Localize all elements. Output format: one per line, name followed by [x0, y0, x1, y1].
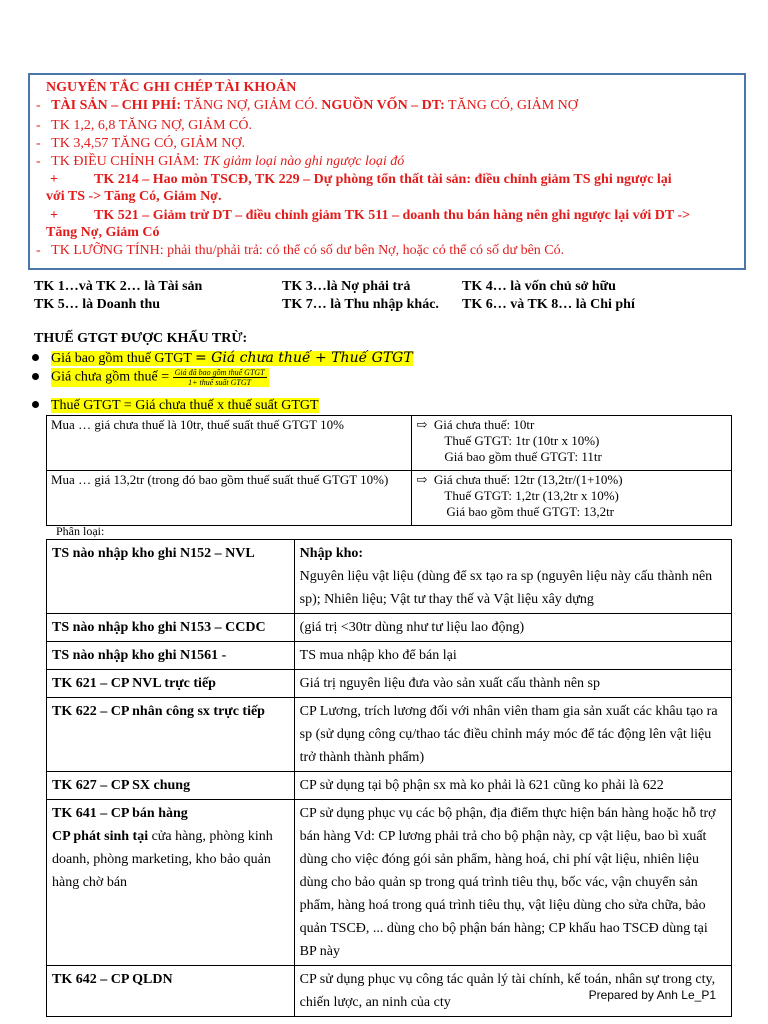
bullet-icon	[32, 401, 39, 408]
table-row	[47, 614, 732, 642]
example-1-left: Mua … giá chưa thuế là 10tr, thuế suất thuế GTGT 10%	[47, 416, 412, 471]
vat-bullet-2: Giá chưa gồm thuế = $\frac{\text{Giá đã bao gồm thuế GTGT}}{\text{1+ thuế suất GTGT}}$	[32, 368, 269, 387]
arrow-right-icon: ⇨	[416, 472, 428, 487]
class-right-7: CP sử dụng phục vụ công tác quản lý tài chính, kế toán, nhân sự trong cty, chiến lược, an ninh của cty	[294, 966, 731, 1017]
vat-example-table	[46, 415, 732, 526]
principle-line-2: - TK 1,2, 6,8 TĂNG NỢ, GIẢM CÓ.	[36, 118, 252, 133]
example-2-left: Mua … giá 13,2tr (trong đó bao gồm thuế suất thuế GTGT 10%)	[47, 471, 412, 526]
footer-credit: Prepared by Anh Le_P1	[588, 988, 716, 1002]
class-right-0: Nhập kho: Nguyên liệu vật liệu (dùng để sx tạo ra sp (nguyên liệu này cấu thành nên sp); Nhiên liệu; Vật tư thay thế và Vật liệu xây dựng	[294, 540, 731, 614]
class-left-0: TS nào nhập kho ghi N152 – NVL	[47, 540, 295, 614]
vat-bullet-3: Thuế GTGT = Giá chưa thuế x thuế suất GTGT	[32, 398, 319, 414]
arrow-right-icon: ⇨	[416, 417, 428, 432]
principle-line-4: - TK ĐIỀU CHỈNH GIẢM: TK giảm loại nào ghi ngược loại đó	[36, 154, 405, 169]
principles-title: NGUYÊN TẮC GHI CHÉP TÀI KHOẢN	[46, 80, 297, 95]
legend-revenue: TK 5… là Doanh thu	[34, 297, 161, 312]
legend-liability: TK 3…là Nợ phải trả	[282, 279, 411, 294]
class-right-4: CP Lương, trích lương đối với nhân viên tham gia sản xuất các khâu tạo ra sp (sử dụng công cụ/thao tác điều chỉnh máy móc để tác động lên vật liệu trở thành thành phẩm)	[294, 698, 731, 772]
legend-expense: TK 6… và TK 8… là Chi phí	[462, 297, 635, 312]
table-row	[47, 642, 732, 670]
legend-other-income: TK 7… là Thu nhập khác.	[282, 297, 439, 312]
bullet-icon	[32, 373, 39, 380]
class-left-1: TS nào nhập kho ghi N153 – CCDC	[47, 614, 295, 642]
class-right-6: CP sử dụng phục vụ các bộ phận, địa điểm thực hiện bán hàng hoặc hỗ trợ bán hàng Vd: CP lương phải trả cho bộ phận này, cp vật liệu, bao bì xuất dùng cho việc đóng gói sản phẩm, hàng hoá, chi phí vật liệu, nhiên liệu dùng cho bảo quản sp trong quá trình tiêu thụ, bốc vác, vận chuyển sản phẩm, hàng hoá trong quá trình tiêu thụ, vật liệu dùng cho sửa chữa, bảo quản TSCĐ, ... dùng cho bộ phận bán hàng; CP khấu hao TSCĐ dùng tại BP này	[294, 800, 731, 966]
class-left-7: TK 642 – CP QLDN	[47, 966, 295, 1017]
legend-equity: TK 4… là vốn chủ sở hữu	[462, 279, 616, 294]
principle-line-1: - TÀI SẢN – CHI PHÍ: TĂNG NỢ, GIẢM CÓ. NGUỒN VỐN – DT: TĂNG CÓ, GIẢM NỢ	[36, 98, 578, 113]
example-2-right: ⇨ Giá chưa thuế: 12tr (13,2tr/(1+10%) Thuế GTGT: 1,2tr (13,2tr x 10%) Giá bao gồm thuế GTGT: 13,2tr	[412, 471, 732, 526]
principle-line-6: + TK 521 – Giảm trừ DT – điều chỉnh giảm TK 511 – doanh thu bán hàng nên ghi ngược lại với DT ->	[50, 208, 691, 223]
vat-fraction: $\frac{\text{Giá đã bao gồm thuế GTGT}}{\text{1+ thuế suất GTGT}}$	[174, 368, 265, 387]
table-row	[47, 471, 732, 526]
table-row	[47, 698, 732, 772]
class-right-3: Giá trị nguyên liệu đưa vào sản xuất cấu thành nên sp	[294, 670, 731, 698]
table-row	[47, 540, 732, 614]
class-right-5: CP sử dụng tại bộ phận sx mà ko phải là 621 cũng ko phải là 622	[294, 772, 731, 800]
principle-line-7: - TK LƯỠNG TÍNH: phải thu/phải trả: có thể có số dư bên Nợ, hoặc có thể có số dư bên Có.	[36, 243, 565, 258]
example-1-right: ⇨ Giá chưa thuế: 10tr Thuế GTGT: 1tr (10tr x 10%) Giá bao gồm thuế GTGT: 11tr	[412, 416, 732, 471]
principle-line-5: + TK 214 – Hao mòn TSCĐ, TK 229 – Dự phòng tổn thất tài sản: điều chỉnh giảm TS ghi ngược lại	[50, 172, 672, 187]
table-row	[47, 800, 732, 966]
class-left-4: TK 622 – CP nhân công sx trực tiếp	[47, 698, 295, 772]
classification-table	[46, 539, 732, 1017]
bullet-icon	[32, 354, 39, 361]
class-right-1: (giá trị <30tr dùng như tư liệu lao động)	[294, 614, 731, 642]
class-left-2: TS nào nhập kho ghi N1561 -	[47, 642, 295, 670]
class-left-6: TK 641 – CP bán hàng CP phát sinh tại cửa hàng, phòng kinh doanh, phòng marketing, kho bảo quản hàng chờ bán	[47, 800, 295, 966]
table-row	[47, 416, 732, 471]
classification-caption: Phân loại:	[56, 524, 105, 538]
vat-bullet-1: Giá bao gồm thuế GTGT = Giá chưa thuế + Thuế GTGT	[32, 350, 413, 367]
principle-line-6b: Tăng Nợ, Giảm Có	[46, 225, 160, 240]
legend-asset: TK 1…và TK 2… là Tài sản	[34, 279, 203, 294]
table-row	[47, 772, 732, 800]
class-left-3: TK 621 – CP NVL trực tiếp	[47, 670, 295, 698]
principle-line-5b: với TS -> Tăng Có, Giảm Nợ.	[46, 189, 222, 204]
vat-heading: THUẾ GTGT ĐƯỢC KHẤU TRỪ:	[34, 331, 248, 346]
class-left-5: TK 627 – CP SX chung	[47, 772, 295, 800]
class-right-2: TS mua nhập kho để bán lại	[294, 642, 731, 670]
table-row	[47, 670, 732, 698]
principle-line-3: - TK 3,4,57 TĂNG CÓ, GIẢM NỢ.	[36, 136, 245, 151]
